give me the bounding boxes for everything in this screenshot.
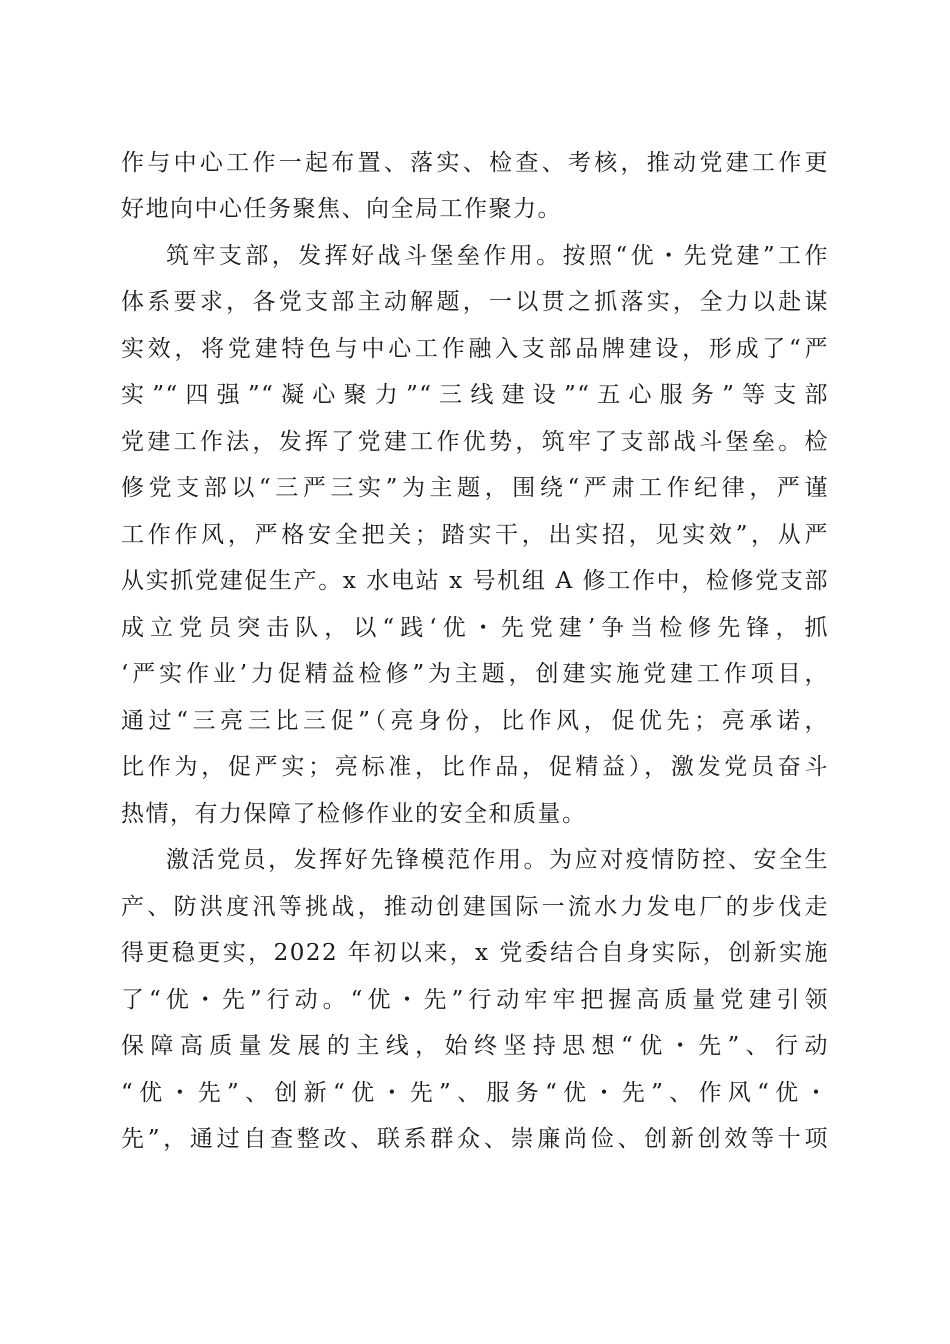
paragraph-line: 比作为，促严实；亮标准，比作品，促精益），激发党员奋斗 [121, 754, 829, 780]
paragraph-line: 体系要求，各党支部主动解题，一以贯之抓落实，全力以赴谋 [121, 289, 829, 315]
paragraph-line: 通过“三亮三比三促”（亮身份，比作风，促优先；亮承诺， [121, 708, 829, 734]
paragraph-line: 实”“四强”“凝心聚力”“三线建设”“五心服务”等支部 [121, 382, 829, 408]
paragraph-line: 好地向中心任务聚焦、向全局工作聚力。 [121, 196, 562, 222]
paragraph-line: 保障高质量发展的主线，始终坚持思想“优・先”、行动 [121, 1033, 829, 1059]
paragraph-line: 先”，通过自查整改、联系群众、崇廉尚俭、创新创效等十项 [121, 1126, 829, 1152]
paragraph-line: 了“优・先”行动。“优・先”行动牢牢把握高质量党建引领 [121, 987, 829, 1013]
paragraph-line: “优・先”、创新“优・先”、服务“优・先”、作风“优・ [121, 1080, 829, 1106]
paragraph-line: ‘严实作业’力促精益检修”为主题，创建实施党建工作项目， [121, 661, 829, 687]
paragraph-heading-line: 筑牢支部，发挥好战斗堡垒作用。按照“优・先党建”工作 [166, 243, 829, 269]
paragraph-line: 修党支部以“三严三实”为主题，围绕“严肃工作纪律，严谨 [121, 475, 829, 501]
paragraph-line: 党建工作法，发挥了党建工作优势，筑牢了支部战斗堡垒。检 [121, 429, 829, 455]
paragraph-line: 得更稳更实，2022 年初以来，x 党委结合自身实际，创新实施 [121, 940, 829, 966]
paragraph-line: 工作作风，严格安全把关；踏实干，出实招，见实效”，从严 [121, 522, 829, 548]
paragraph-heading-line: 激活党员，发挥好先锋模范作用。为应对疫情防控、安全生 [166, 847, 829, 873]
paragraph-line: 从实抓党建促生产。x 水电站 x 号机组 A 修工作中，检修党支部 [121, 568, 829, 594]
paragraph-line: 热情，有力保障了检修作业的安全和质量。 [121, 801, 587, 827]
paragraph-line: 实效，将党建特色与中心工作融入支部品牌建设，形成了“严 [121, 336, 829, 362]
paragraph-line: 作与中心工作一起布置、落实、检查、考核，推动党建工作更 [121, 150, 829, 176]
paragraph-line: 成立党员突击队，以“践‘优・先党建’争当检修先锋，抓 [121, 615, 829, 641]
paragraph-line: 产、防洪度汛等挑战，推动创建国际一流水力发电厂的步伐走 [121, 894, 829, 920]
